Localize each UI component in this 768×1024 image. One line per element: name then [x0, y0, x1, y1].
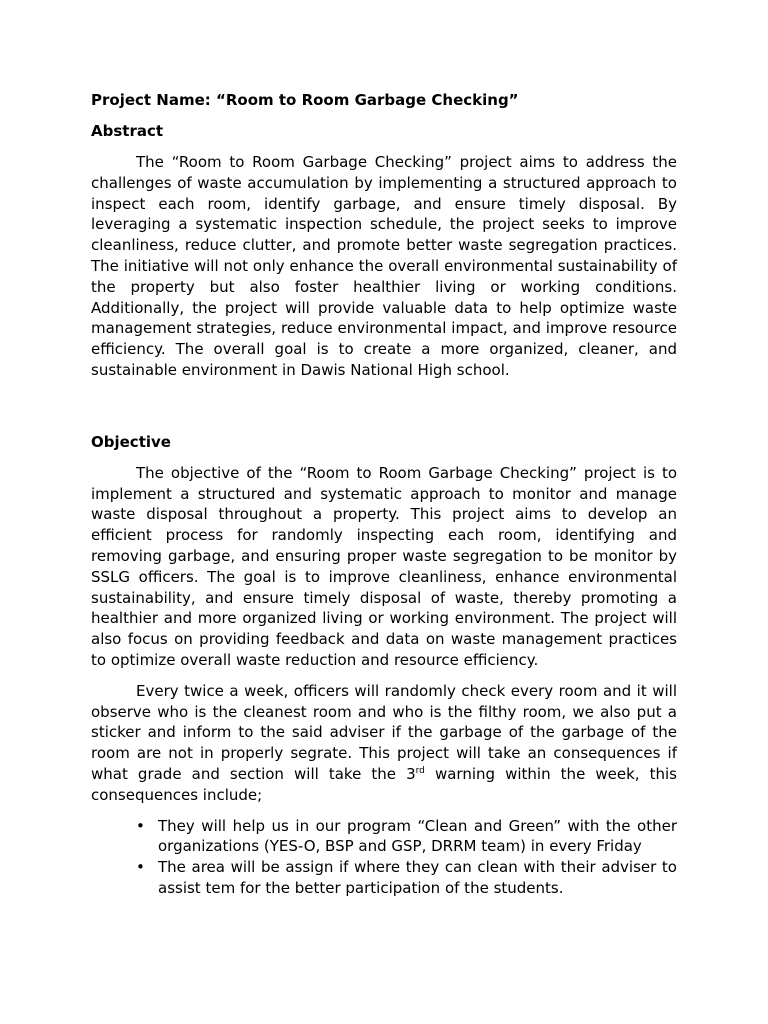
project-name-title: Project Name: “Room to Room Garbage Checking” — [91, 91, 519, 109]
list-item — [91, 857, 677, 899]
abstract-paragraph: The “Room to Room Garbage Checking” project aims to address the challenges of waste accumulation by implementing a structured approach to inspect each room, identify garbage, and ensure timely disposal. By leveraging a systematic inspection schedule, the project seeks to improve cleanliness, reduce clutter, and promote better waste segregation practices. The initiative will not only enhance the overall environmental sustainability of the property but also foster healthier living or working conditions. Additionally, the project will provide valuable data to help optimize waste management strategies, reduce environmental impact, and improve resource efficiency. The overall goal is to create a more organized, cleaner, and sustainable environment in Dawis National High school. — [91, 153, 677, 379]
objective-paragraph: The objective of the “Room to Room Garbage Checking” project is to implement a structured and systematic approach to monitor and manage waste disposal throughout a property. This project aims to develop an efficient process for randomly inspecting each room, identifying and removing garbage, and ensuring proper waste segregation to be monitor by SSLG officers. The goal is to improve cleanliness, enhance environmental sustainability, and ensure timely disposal of waste, thereby promoting a healthier and more organized living or working environment. The project will also focus on providing feedback and data on waste management practices to optimize overall waste reduction and resource efficiency. — [91, 463, 677, 669]
schedule-text-start: Every twice a week, officers will randomly check every room and it will observe who is the cleanest room and who is the filthy room, we also put a sticker and inform to the said adviser if the garbage of the garbage of the room are not in properly segrate. This project will take an consequences if what grade and section will take the 3 — [91, 681, 677, 783]
list-item — [91, 816, 677, 858]
objective-heading: Objective — [91, 432, 171, 451]
consequences-list — [91, 816, 677, 899]
ordinal-superscript: rd — [415, 765, 425, 776]
section-spacer — [91, 381, 677, 422]
bullet-icon: • — [136, 816, 145, 835]
schedule-paragraph — [91, 681, 677, 806]
list-item-text: The area will be assign if where they can clean with their adviser to assist tem for the better participation of the students. — [158, 858, 677, 897]
list-item-text: They will help us in our program “Clean and Green” with the other organizations (YES-O, BSP and GSP, DRRM team) in every Friday — [158, 816, 677, 856]
abstract-heading: Abstract — [91, 122, 164, 140]
bullet-icon: • — [136, 858, 145, 877]
schedule-text-end: warning within the week, this consequences include; — [91, 764, 677, 804]
